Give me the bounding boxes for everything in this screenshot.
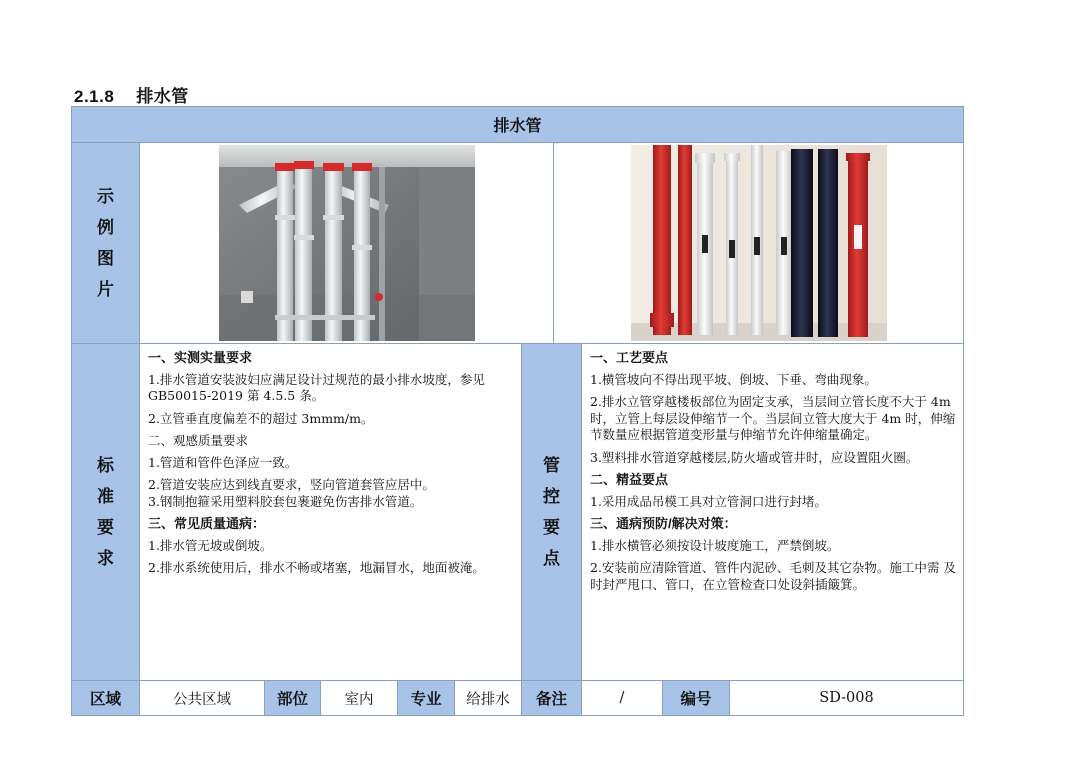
spec-label: 专业: [398, 680, 455, 715]
card-title: 排水管: [72, 107, 963, 143]
section-number: 2.1.8: [74, 87, 115, 106]
standard-item: 2.排水系统使用后，排水不畅或堵塞，地漏冒水，地面被淹。: [148, 560, 485, 575]
standard-label: 标 准 要 求: [72, 344, 140, 680]
photo-pipe-samples-image: [631, 145, 887, 341]
section-title: 排水管: [136, 87, 189, 106]
example-photo-installed-pipes: [219, 145, 475, 341]
photo-installed-pipes-image: [219, 145, 475, 341]
control-item: 1.横管坡向不得出现平坡、倒坡、下垂、弯曲现象。: [590, 371, 877, 387]
part-label: 部位: [265, 680, 321, 715]
control-section-2-title: 二、精益要点: [590, 472, 669, 487]
control-item: 2.排水立管穿越楼板部位为固定支承，当层间立管长度不大于 4m 时，立管上每层设伸缩节一个。当层间立管大度大于 4m 时，伸缩节数量应根据管道变形量与伸缩节允许伸缩量确定。: [590, 394, 956, 442]
control-label: 管 控 要 点: [522, 344, 582, 680]
section-heading: [74, 82, 189, 107]
area-label: 区域: [72, 680, 140, 715]
standard-section-1-title: 一、实测实量要求: [148, 350, 253, 365]
spec-card: [71, 106, 964, 716]
control-item: 1.采用成品吊模工具对立管洞口进行封堵。: [590, 493, 827, 509]
standard-item: 1.排水管道安装波妇应满足设计过规范的最小排水坡度，参见 GB50015-2019 第 4.5.5 条。: [148, 371, 485, 403]
standard-section-3-title: 三、常见质量通病：: [148, 516, 266, 531]
standard-content: [140, 344, 522, 680]
standard-item: 1.管道和管件色泽应一致。: [148, 454, 298, 470]
example-photo-1-cell: [140, 143, 554, 343]
standard-item: 3.钢制抱箍采用塑料胶套包裹避免伤害排水管道。: [148, 493, 423, 509]
note-label: 备注: [522, 680, 582, 715]
control-item: 2.安装前应清除管道、管件内泥砂、毛刺及其它杂物。施工中需 及时封严甩口、管口，在立管检查口处设斜插簸箕。: [590, 560, 956, 592]
example-label: 示 例 图 片: [72, 143, 140, 343]
code-value: SD-008: [730, 680, 963, 715]
example-photo-2-cell: [554, 143, 963, 343]
spec-value: 给排水: [455, 680, 522, 715]
control-item: 3.塑料排水管道穿越楼层,防火墙或管井时，应设置阻火圈。: [590, 449, 919, 465]
part-value: 室内: [321, 680, 398, 715]
standard-item: 2.立管垂直度偏差不的超过 3mmm/m。: [148, 410, 374, 426]
note-value: /: [582, 680, 663, 715]
code-label: 编号: [663, 680, 730, 715]
standard-item: 1.排水管无坡或倒坡。: [148, 537, 273, 553]
control-section-3-title: 三、通病预防/解决对策：: [590, 516, 737, 531]
control-section-1-title: 一、工艺要点: [590, 350, 669, 365]
control-content: [582, 344, 963, 680]
area-value: 公共区域: [140, 680, 265, 715]
standard-section-2-title: 二、观感质量要求: [148, 433, 249, 448]
example-photo-pipe-samples: [631, 145, 887, 341]
control-item: 1.排水横管必须按设计坡度施工，严禁倒坡。: [590, 537, 840, 553]
standard-item: 2.管道安装应达到线直要求，竖向管道套管应居中。: [148, 477, 435, 492]
